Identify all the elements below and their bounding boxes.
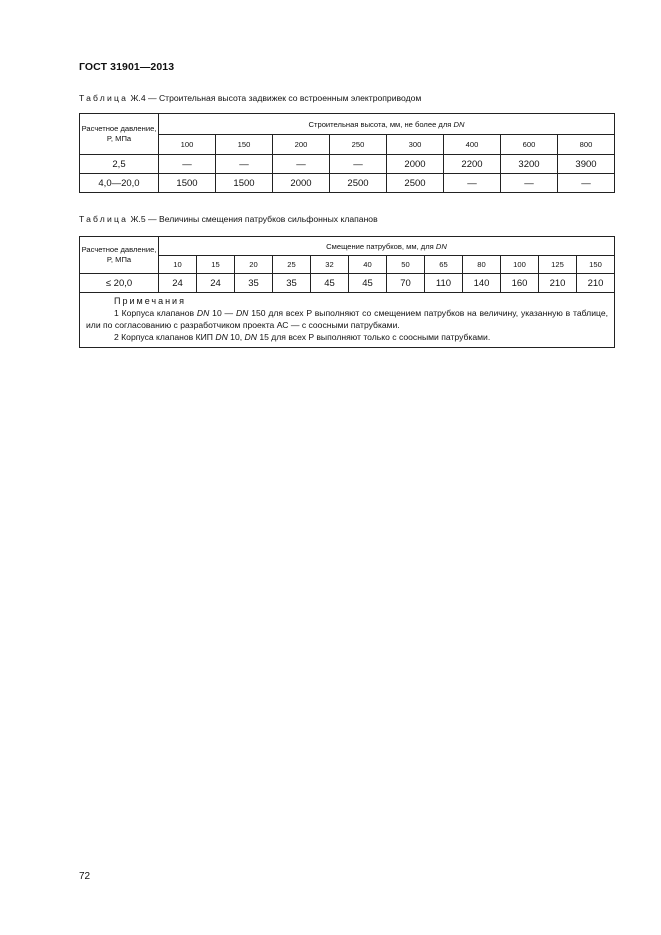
table2-notes — [80, 293, 615, 348]
table-cell: 3900 — [558, 155, 615, 174]
table-cell: 140 — [463, 274, 501, 293]
table-cell: 45 — [311, 274, 349, 293]
table-cell: 2000 — [273, 174, 330, 193]
table-row — [80, 155, 615, 174]
table2-dn-10: 10 — [159, 256, 197, 274]
table2-dn-40: 40 — [349, 256, 387, 274]
table-cell: — — [330, 155, 387, 174]
document-standard-header: ГОСТ 31901—2013 — [79, 61, 175, 73]
table2-dn-row — [80, 256, 615, 274]
table2-caption — [79, 214, 378, 224]
table-cell: 24 — [197, 274, 235, 293]
row-label: ≤ 20,0 — [80, 274, 159, 293]
table-cell: 1500 — [216, 174, 273, 193]
table2-dn-50: 50 — [387, 256, 425, 274]
table-cell: 110 — [425, 274, 463, 293]
table-cell: 2500 — [330, 174, 387, 193]
table-cell: — — [501, 174, 558, 193]
row-label: 4,0—20,0 — [80, 174, 159, 193]
table-cell: 70 — [387, 274, 425, 293]
table2-dn-100: 100 — [501, 256, 539, 274]
table1-caption-text: Ж.4 — Строительная высота задвижек со встроенным электроприводом — [128, 93, 422, 103]
table1-dn-100: 100 — [159, 135, 216, 155]
table2-dn-25: 25 — [273, 256, 311, 274]
table1-dn-250: 250 — [330, 135, 387, 155]
table1-dn-150: 150 — [216, 135, 273, 155]
note-2: 2 Корпуса клапанов КИП DN 10, DN 15 для всех P выполняют только с соосными патрубками. — [114, 332, 491, 342]
table-cell: 210 — [539, 274, 577, 293]
table-cell: — — [558, 174, 615, 193]
table2-dn-150: 150 — [577, 256, 615, 274]
table-cell: 210 — [577, 274, 615, 293]
table1-dn-row — [80, 135, 615, 155]
table-cell: 24 — [159, 274, 197, 293]
table1-dn-400: 400 — [444, 135, 501, 155]
table2-dn-80: 80 — [463, 256, 501, 274]
page-number: 72 — [79, 871, 91, 882]
table2-dn-32: 32 — [311, 256, 349, 274]
table1-dn-600: 600 — [501, 135, 558, 155]
table-cell: — — [273, 155, 330, 174]
table2-caption-word: Таблица — [79, 214, 129, 224]
table-construction-height — [79, 113, 615, 193]
table2-dn-15: 15 — [197, 256, 235, 274]
notes-title: Примечания — [114, 296, 186, 306]
table-cell: — — [216, 155, 273, 174]
table2-dn-125: 125 — [539, 256, 577, 274]
table2-caption-text: Ж.5 — Величины смещения патрубков сильфонных клапанов — [128, 214, 378, 224]
table-nozzle-offset — [79, 236, 615, 348]
table-cell: 35 — [235, 274, 273, 293]
table-cell: 2000 — [387, 155, 444, 174]
table1-dn-200: 200 — [273, 135, 330, 155]
table1-dn-300: 300 — [387, 135, 444, 155]
table2-dn-65: 65 — [425, 256, 463, 274]
table-cell: 160 — [501, 274, 539, 293]
note-1: 1 Корпуса клапанов DN 10 — DN 150 для всех P выполняют со смещением патрубков на величину, указанную в таблице, или по согласованию с разработчиком проекта АС — с соосными патрубками. — [86, 308, 608, 330]
table-cell: — — [159, 155, 216, 174]
table1-pressure-header: Расчетное давление, P, МПа — [80, 114, 159, 155]
table2-group-header: Смещение патрубков, мм, для DN — [159, 237, 615, 256]
table2-pressure-header: Расчетное давление, P, МПа — [80, 237, 159, 274]
table1-dn-800: 800 — [558, 135, 615, 155]
table-cell: 2200 — [444, 155, 501, 174]
table-cell: 1500 — [159, 174, 216, 193]
table-cell: 3200 — [501, 155, 558, 174]
table2-dn-20: 20 — [235, 256, 273, 274]
table1-caption-word: Таблица — [79, 93, 129, 103]
table-row — [80, 274, 615, 293]
table1-caption — [79, 93, 421, 103]
table-row — [80, 174, 615, 193]
table-cell: — — [444, 174, 501, 193]
row-label: 2,5 — [80, 155, 159, 174]
table-cell: 2500 — [387, 174, 444, 193]
table1-group-header: Строительная высота, мм, не более для DN — [159, 114, 615, 135]
table-cell: 35 — [273, 274, 311, 293]
table-cell: 45 — [349, 274, 387, 293]
